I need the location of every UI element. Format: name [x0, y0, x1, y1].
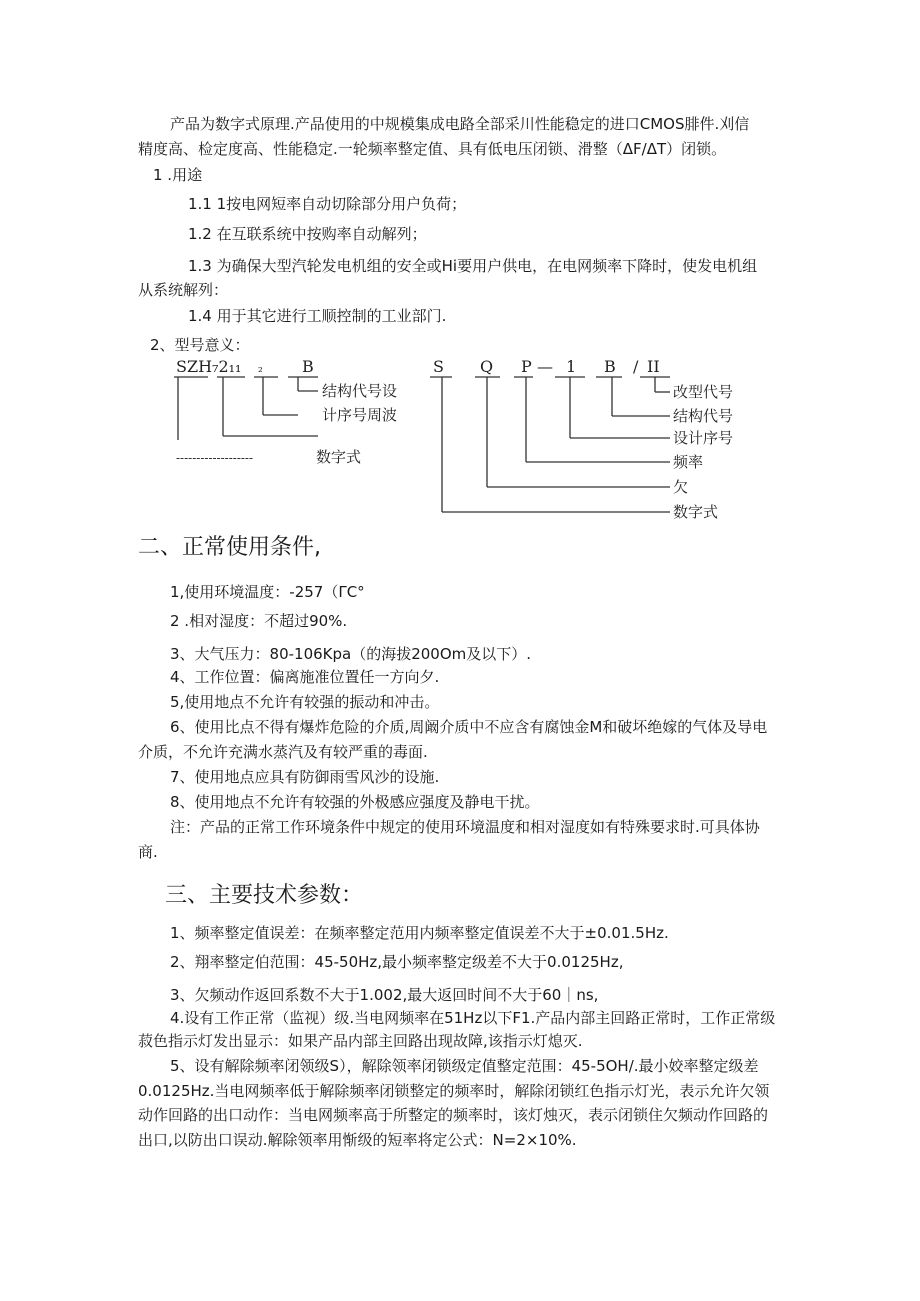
s2-item-2: 2 .相对湿度：不超过90%.: [170, 612, 348, 630]
right-char-q: Q: [480, 357, 494, 376]
right-label-5: 数字式: [673, 503, 719, 521]
right-label-0: 改型代号: [673, 383, 734, 401]
model-heading: 2、型号意义：: [150, 336, 250, 354]
right-char-ii: II: [647, 357, 660, 376]
s3-item-4-line-1: 4.设有工作正常（监视）级.当电网频率在51Hz以下F1.产品内部主回路正常时，工作正常级: [170, 1009, 776, 1027]
intro-line-2: 精度高、检定度高、性能稳定.一轮频率整定值、具有低电压闭锁、滑整（ΔF/ΔT）闭锁。: [138, 140, 727, 158]
left-b: B: [302, 357, 314, 376]
section-2-title: 二、正常使用条件,: [138, 535, 321, 560]
usage-item-4: 1.4 用于其它进行工顺控制的工业部门.: [188, 307, 447, 325]
s2-note-line-1: 注：产品的正常工作环境条件中规定的使用环境温度和相对湿度如有特殊要求时.可具体协: [170, 818, 760, 836]
left-code: SZH₇2₁₁: [176, 357, 242, 376]
usage-item-3-line-1: 1.3 为确保大型汽轮发电机组的安全或Hi要用户供电，在电网频率下降时，使发电机组: [188, 257, 758, 275]
section-3-title: 三、主要技术参数：: [165, 883, 364, 908]
right-label-2: 设计序号: [673, 429, 734, 447]
usage-item-3-line-2: 从系统解列：: [138, 281, 229, 299]
usage-item-2: 1.2 在互联系统中按购率自动解列；: [188, 225, 427, 243]
usage-heading: 1 .用途: [153, 166, 203, 184]
right-char-p: P: [521, 357, 532, 376]
left-dashes: -------------------: [176, 451, 254, 465]
s2-item-5: 5,使用地点不允许有较强的振动和冲击。: [170, 693, 440, 711]
left-label-3: 数字式: [316, 448, 362, 466]
s2-item-1: 1,使用环境温度：-257（ΓC°: [170, 583, 365, 601]
s3-item-5-line-1: 5、设有解除频率闭领级S），解除领率闭锁级定值整定范围：45-5OH/.最小姣率整定级差: [170, 1057, 759, 1075]
s3-item-5-line-4: 出口,以防出口误动.解除领率用惭级的短率将定公式：N=2×10%.: [138, 1131, 577, 1149]
s2-item-6-line-2: 介质，不允许充满水蒸汽及有较严重的毒面.: [138, 743, 428, 761]
s2-item-7: 7、使用地点应具有防御雨雪风沙的设施.: [170, 768, 440, 786]
model-diagram-right: [430, 352, 760, 527]
left-dash: ₂: [258, 361, 263, 375]
s2-item-4: 4、工作位置：偏离施准位置任一方向夕.: [170, 668, 440, 686]
s2-item-6-line-1: 6、使用比点不得有爆炸危险的介质,周阚介质中不应含有腐蚀金M和破坏绝嫁的气体及导电: [170, 718, 768, 736]
s2-item-8: 8、使用地点不允许有较强的外极感应强度及静电干扰。: [170, 793, 540, 811]
s2-note-line-2: 商.: [138, 843, 158, 861]
right-char-s: S: [433, 357, 444, 376]
s3-item-5-line-2: 0.0125Hz.当电网频率低于解除频率闭锁整定的频率时，解除闭锁红色指示灯光，表示允许欠领: [138, 1082, 770, 1100]
right-char-dash: —: [537, 357, 553, 376]
s3-item-4-line-2: 菽色指示灯发出显示：如果产品内部主回路出现故障,该指示灯熄灭.: [138, 1032, 583, 1050]
right-label-1: 结构代号: [673, 407, 734, 425]
left-label-2: 计序号周波: [322, 406, 398, 424]
s3-item-5-line-3: 动作回路的出口动作：当电网频率高于所整定的频率时，该灯烛灭，表示闭锁住欠频动作回路的: [138, 1106, 769, 1124]
model-diagram-left: [170, 352, 430, 472]
right-label-3: 频率: [673, 453, 704, 471]
right-char-b: B: [604, 357, 616, 376]
right-char-1: 1: [566, 357, 577, 376]
right-char-slash: /: [633, 357, 639, 376]
right-label-4: 欠: [673, 478, 689, 496]
s3-item-3: 3、欠频动作返回系数不大于1.002,最大返回时间不大于60｜ns,: [170, 986, 599, 1004]
intro-line-1: 产品为数字式原理.产品使用的中规模集成电路全部采川性能稳定的进口CMOS腓件.刈信: [170, 115, 750, 133]
s3-item-1: 1、频率整定值误差：在频率整定范用内频率整定值误差不大于±0.01.5Hz.: [170, 924, 669, 942]
s3-item-2: 2、翔率整定伯范围：45-50Hz,最小频率整定级差不大于0.0125Hz,: [170, 953, 624, 971]
usage-item-1: 1.1 1按电网短率自动切除部分用户负荷；: [188, 195, 467, 213]
s2-item-3: 3、大气压力：80-106Kpa（的海拔200Om及以下）.: [170, 645, 532, 663]
left-label-1: 结构代号设: [322, 382, 398, 400]
